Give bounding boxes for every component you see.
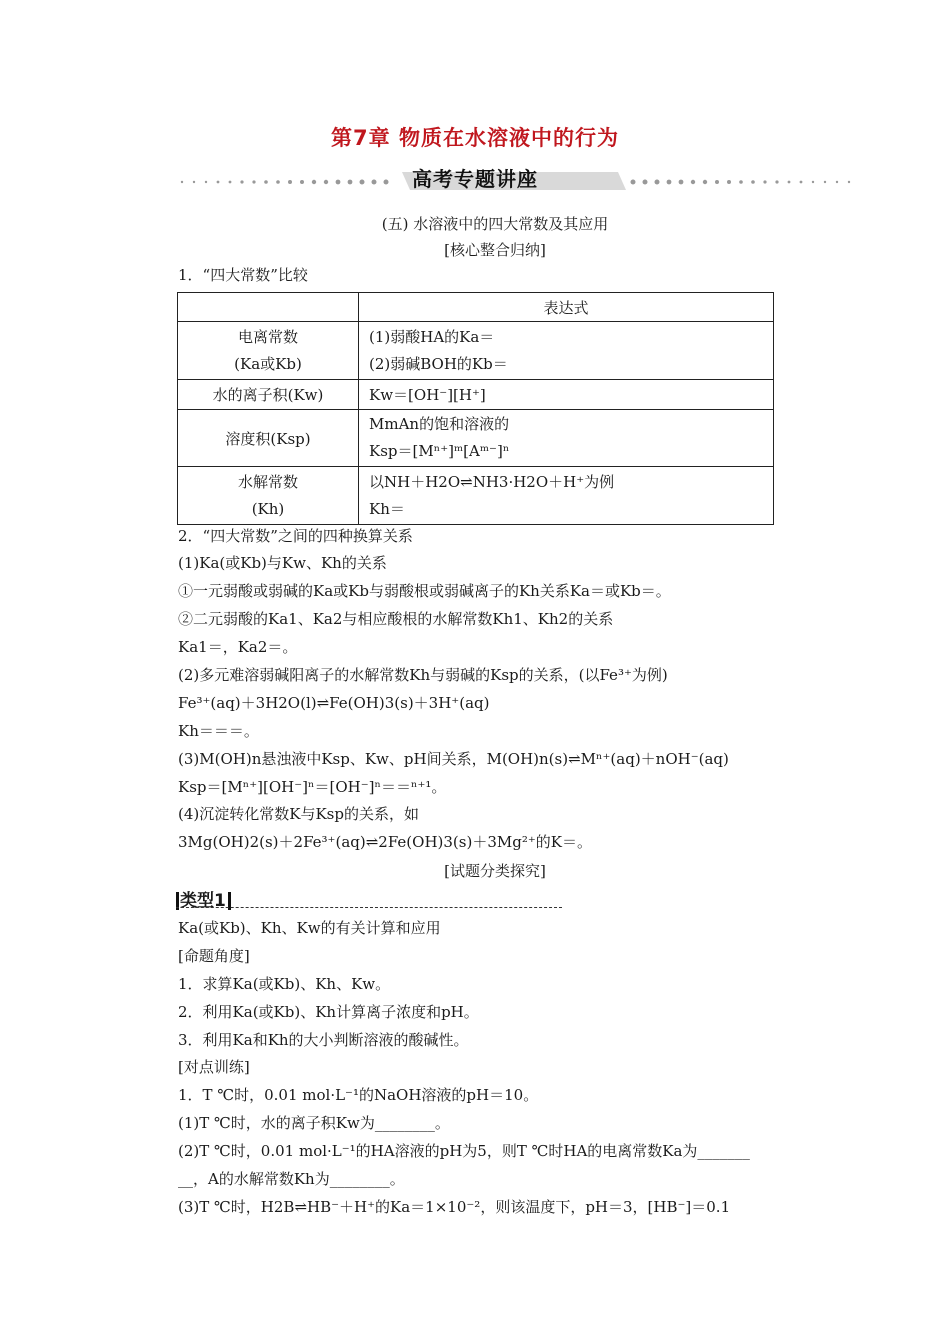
text-line: 1．求算Ka(或Kb)、Kh、Kw。 <box>178 975 391 993</box>
table-header-row <box>178 293 774 322</box>
constant-name-cell: 溶度积(Ksp) <box>178 410 359 467</box>
text-line: 3．利用Ka和Kh的大小判断溶液的酸碱性。 <box>178 1031 469 1049</box>
text-line: 1．T ℃时，0.01 mol·L⁻¹的NaOH溶液的pH＝10。 <box>178 1086 539 1104</box>
text-line: Ka1＝，Ka2＝。 <box>178 638 298 656</box>
text-line: Fe³⁺(aq)＋3H2O(l)⇌Fe(OH)3(s)＋3H⁺(aq) <box>178 694 490 712</box>
chapter-title: 第7章 物质在水溶液中的行为 <box>331 126 619 150</box>
text-line: Ksp＝[Mⁿ⁺][OH⁻]ⁿ＝[OH⁻]ⁿ＝＝ⁿ⁺¹。 <box>178 778 447 796</box>
expression-cell <box>359 467 774 525</box>
section-subtitle: [核心整合归纳] <box>444 241 546 259</box>
table-header-cell: 表达式 <box>359 293 774 322</box>
table-row <box>178 410 774 467</box>
table-header-cell <box>178 293 359 322</box>
constant-symbol: (Ka或Kb) <box>234 354 302 373</box>
constant-symbol: (Kh) <box>251 499 285 518</box>
constant-name-cell: 水的离子积(Kw) <box>178 380 359 410</box>
explore-heading: [试题分类探究] <box>444 862 546 880</box>
constant-name: 电离常数 <box>237 327 298 346</box>
expression-line: MmAn的饱和溶液的 <box>369 415 510 433</box>
expression-cell <box>359 322 774 380</box>
part2-heading: 2．“四大常数”之间的四种换算关系 <box>178 527 413 545</box>
expression-line: Kh＝ <box>369 499 405 518</box>
text-line: [对点训练] <box>178 1058 250 1076</box>
expression-line: (2)弱碱BOH的Kb＝ <box>369 354 508 373</box>
table-row <box>178 322 774 380</box>
expression-line: 以NH＋H2O⇌NH3·H2O＋H⁺为例 <box>369 472 615 491</box>
constant-name-cell <box>178 467 359 525</box>
text-line: 2．利用Ka(或Kb)、Kh计算离子浓度和pH。 <box>178 1003 479 1021</box>
expression-cell: Kw＝[OH⁻][H⁺] <box>359 380 774 410</box>
table-row <box>178 467 774 525</box>
text-line: [命题角度] <box>178 947 250 965</box>
constants-table <box>177 292 774 525</box>
type-label-text: 类型1 <box>180 891 226 911</box>
text-line: Ka(或Kb)、Kh、Kw的有关计算和应用 <box>178 919 441 937</box>
text-line: ②二元弱酸的Ka1、Ka2与相应酸根的水解常数Kh1、Kh2的关系 <box>178 610 614 628</box>
constant-name: 水解常数 <box>237 472 298 491</box>
expression-line: (1)弱酸HA的Ka＝ <box>369 327 495 346</box>
text-line: (1)Ka(或Kb)与Kw、Kh的关系 <box>178 554 387 572</box>
text-line: ①一元弱酸或弱碱的Ka或Kb与弱酸根或弱碱离子的Kh关系Ka＝或Kb＝。 <box>178 582 671 600</box>
text-line: __，A的水解常数Kh为________。 <box>178 1170 405 1188</box>
text-line: (1)T ℃时，水的离子积Kw为________。 <box>178 1114 450 1132</box>
table-row <box>178 380 774 410</box>
text-line: (3)M(OH)n悬浊液中Ksp、Kw、pH间关系，M(OH)n(s)⇌Mⁿ⁺(aq)＋nOH⁻(aq) <box>178 750 729 768</box>
text-line: (4)沉淀转化常数K与Ksp的关系，如 <box>178 805 419 823</box>
text-line: Kh＝＝＝。 <box>178 722 259 740</box>
text-line: (3)T ℃时，H2B⇌HB⁻＋H⁺的Ka＝1×10⁻²，则该温度下，pH＝3，[HB⁻]＝0.1 <box>178 1198 731 1216</box>
text-line: (2)T ℃时，0.01 mol·L⁻¹的HA溶液的pH为5，则T ℃时HA的电离常数Ka为_______ <box>178 1142 750 1160</box>
type-divider <box>176 907 562 908</box>
part1-heading: 1．“四大常数”比较 <box>178 266 308 284</box>
section-title: (五) 水溶液中的四大常数及其应用 <box>381 215 609 233</box>
text-line: (2)多元难溶弱碱阳离子的水解常数Kh与弱碱的Ksp的关系，(以Fe³⁺为例) <box>178 666 668 684</box>
expression-line: Ksp＝[Mⁿ⁺]ᵐ[Aᵐ⁻]ⁿ <box>369 442 510 460</box>
text-line: 3Mg(OH)2(s)＋2Fe³⁺(aq)⇌2Fe(OH)3(s)＋3Mg²⁺的K＝。 <box>178 833 592 851</box>
banner-title: 高考专题讲座 <box>412 167 538 191</box>
constant-name-cell <box>178 322 359 380</box>
expression-cell <box>359 410 774 467</box>
